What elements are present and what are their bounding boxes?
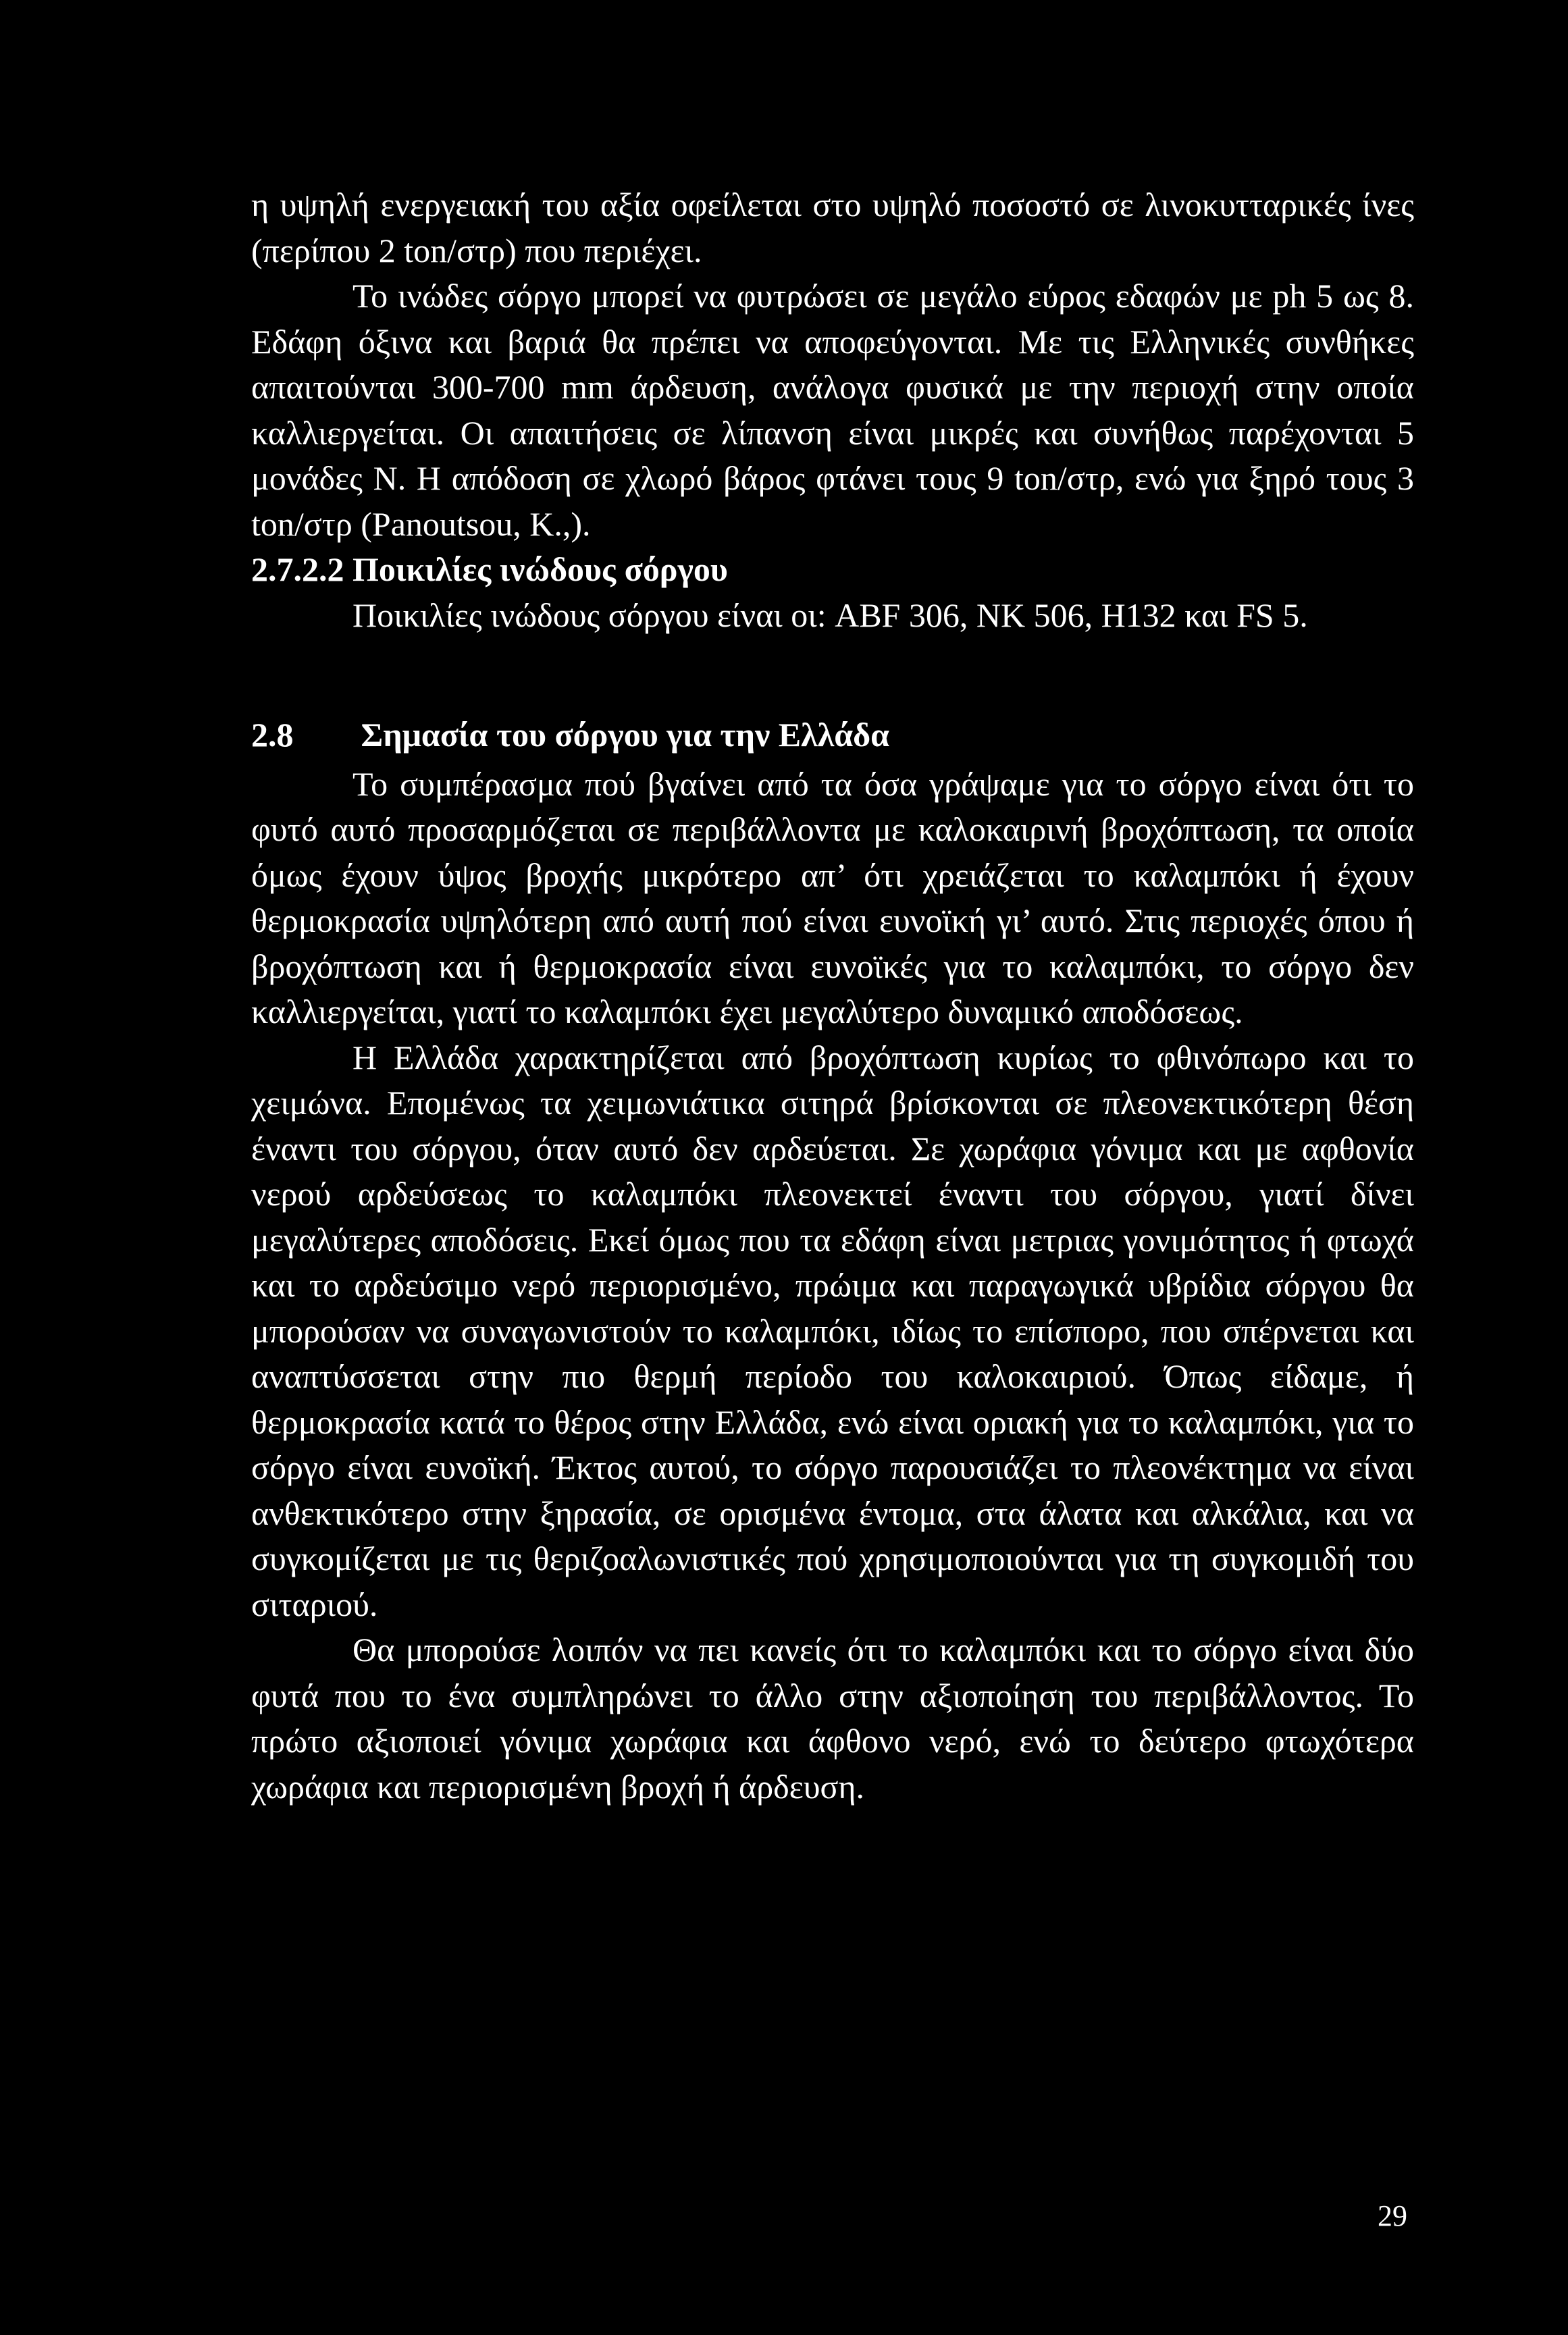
section-title: Ποικιλίες ινώδους σόργου bbox=[352, 550, 728, 588]
paragraph-greece-climate: Η Ελλάδα χαρακτηρίζεται από βροχόπτωση κυρίως το φθινόπωρο και το χειμώνα. Επομένως τα χειμωνιάτικα σιτηρά βρίσκονται σε πλεονεκτικότερη θέση έναντι του σόργου, όταν αυτό δεν αρδεύεται. Σε χωράφια γόνιμα και με αφθονία νερού αρδεύσεως το καλαμπόκι πλεονεκτεί έναντι του σόργου, γιατί δίνει μεγαλύτερες αποδόσεις. Εκεί όμως που τα εδάφη είναι μετριας γονιμότητος ή φτωχά και το αρδεύσιμο νερό περιορισμένο, πρώιμα και παραγωγικά υβρίδια σόργου θα μπορούσαν να συναγωνιστούν το καλαμπόκι, ιδίως το επίσπορο, που σπέρνεται και αναπτύσσεται στην πιο θερμή περίοδο του καλοκαιριού. Όπως είδαμε, ή θερμοκρασία κατά το θέρος στην Ελλάδα, ενώ είναι οριακή για το καλαμπόκι, για το σόργο είναι ευνοϊκή. Έκτος αυτού, το σόργο παρουσιάζει το πλεονέκτημα να είναι ανθεκτικότερο στην ξηρασία, σε ορισμένα έντομα, στα άλατα και αλκάλια, και να συγκομίζεται με τις θεριζοαλωνιστικές πού χρησιμοποιούνται για τη συγκομιδή του σιταριού. bbox=[251, 1038, 1414, 1623]
paragraph-soil-irrigation: Το ινώδες σόργο μπορεί να φυτρώσει σε μεγάλο εύρος εδαφών με ph 5 ως 8. Εδάφη όξινα και βαριά θα πρέπει να αποφεύγονται. Με τις Ελληνικές συνθήκες απαιτούνται 300-700 mm άρδευση, ανάλογα φυσικά με την περιοχή στην οποία καλλιεργείται. Οι απαιτήσεις σε λίπανση είναι μικρές και συνήθως παρέχονται 5 μονάδες Ν. Η απόδοση σε χλωρό βάρος φτάνει τους 9 ton/στρ, ενώ για ξηρό τους 3 ton/στρ (Panoutsou, K.,). bbox=[251, 277, 1414, 543]
document-page bbox=[251, 182, 1414, 1810]
paragraph-varieties: Ποικιλίες ινώδους σόργου είναι οι: ABF 306, NK 506, H132 και FS 5. bbox=[352, 596, 1308, 634]
paragraph-complementary: Θα μπορούσε λοιπόν να πει κανείς ότι το καλαμπόκι και το σόργο είναι δύο φυτά που το ένα συμπληρώνει το άλλο στην αξιοποίηση του περιβάλλοντος. Το πρώτο αξιοποιεί γόνιμα χωράφια και άφθονο νερό, ενώ το δεύτερο φτωχότερα χωράφια και περιορισμένη βροχή ή άρδευση. bbox=[251, 1631, 1414, 1806]
section-number: 2.7.2.2 bbox=[251, 550, 344, 588]
paragraph-conclusion: Το συμπέρασμα πού βγαίνει από τα όσα γράψαμε για το σόργο είναι ότι το φυτό αυτό προσαρμόζεται σε περιβάλλοντα με καλοκαιρινή βροχόπτωση, τα οποία όμως έχουν ύψος βροχής μικρότερο απ’ ότι χρειάζεται το καλαμπόκι ή έχουν θερμοκρασία υψηλότερη από αυτή πού είναι ευνοϊκή γι’ αυτό. Στις περιοχές όπου ή βροχόπτωση και ή θερμοκρασία είναι ευνοϊκές για το καλαμπόκι, το σόργο δεν καλλιεργείται, γιατί το καλαμπόκι έχει μεγαλύτερο δυναμικό αποδόσεως. bbox=[251, 764, 1414, 1030]
section-heading-importance bbox=[251, 712, 1414, 758]
page-number: 29 bbox=[1378, 2199, 1407, 2232]
section-title: Σημασία του σόργου για την Ελλάδα bbox=[361, 716, 890, 754]
paragraph-continuation: η υψηλή ενεργειακή του αξία οφείλεται στο υψηλό ποσοστό σε λινοκυτταρικές ίνες (περίπου 2 ton/στρ) που περιέχει. bbox=[251, 186, 1414, 269]
section-number: 2.8 bbox=[251, 716, 294, 754]
section-heading-varieties bbox=[251, 547, 1414, 593]
